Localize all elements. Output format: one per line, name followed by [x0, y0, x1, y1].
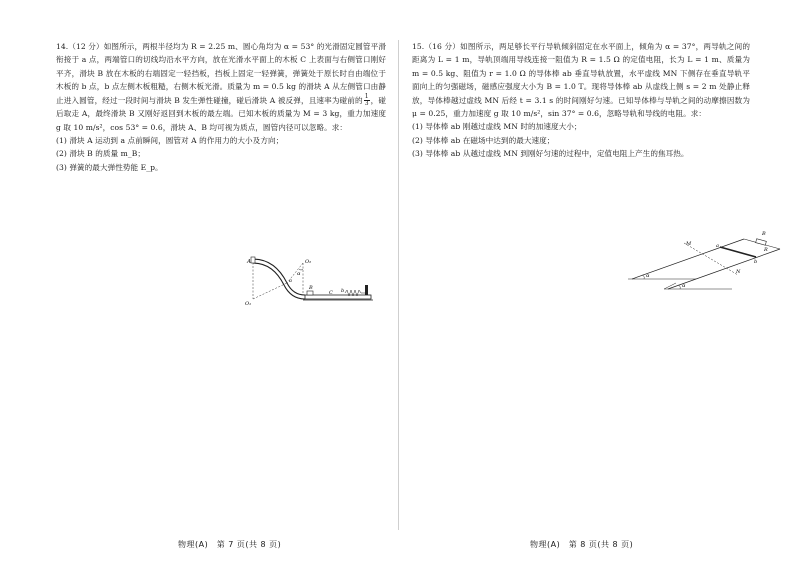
page-7-footer: 物理(A) 第 7 页(共 8 页): [178, 540, 282, 549]
page-8: [402, 0, 800, 579]
problem-14-question-2: (2) 滑块 B 的质量 m_B；: [56, 149, 145, 159]
problem-15-stem: 15.（16 分）如图所示，两足够长平行导轨倾斜固定在水平面上，倾角为 α = 37°，两导轨之间的距离为 L = 1 m，导轨顶端用导线连接一阻值为 R = 1.5 Ω 的定值电阻，长为 L = 1 m、质量为 m = 0.5 kg、阻值为 r = 1.0 Ω 的导体棒 ab 垂直导轨放置，水平虚线 MN 下侧存在垂直导轨平面向上的匀强磁场，磁感应强度大小为 B = 1.0 T。现将导体棒 ab 从虚线上侧 s = 2 m 处静止释放，导体棒越过虚线 MN 后经 t = 3.1 s 的时间刚好匀速。已知导体棒与导轨之间的动摩擦因数为 μ = 0.25，重力加速度 g 取 10 m/s²，sin 37° = 0.6，忽略导轨和导线的电阻。求：: [412, 42, 750, 119]
problem-14: [56, 40, 386, 174]
problem-14-question-1: (1) 滑块 A 运动到 a 点前瞬间，圆管对 A 的作用力的大小及方向；: [56, 135, 284, 145]
label-B: B: [309, 285, 313, 291]
page-8-footer: 物理(A) 第 8 页(共 8 页): [530, 540, 634, 549]
label-C: C: [329, 290, 333, 296]
problem-15-question-2: (2) 导体棒 ab 在磁场中达到的最大速度；: [412, 135, 555, 145]
page-7: [0, 0, 398, 579]
problem-15: [412, 40, 750, 161]
problem-14-question-3: (3) 弹簧的最大弹性势能 E_p。: [56, 162, 163, 172]
fraction-one-third: $\frac{1}{3}$: [364, 93, 369, 108]
label-M: M: [686, 241, 692, 247]
label-alpha: α: [297, 271, 301, 277]
label-N: N: [736, 269, 741, 275]
label-B-field: B: [762, 231, 766, 237]
label-alpha-1: α: [646, 273, 650, 279]
label-b: b: [341, 288, 345, 294]
page-divider: [398, 40, 399, 530]
label-b: b: [754, 259, 758, 265]
problem-15-figure: [624, 225, 782, 297]
problem-14-text-2: ，碰后取走 A，最终滑块 B 又刚好返回到木板的最左端。已知木板的质量为 M = 3 kg，重力加速度 g 取 10 m/s²，cos 53° = 0.6，滑块 A、B 均可视为质点，圆管内径可以忽略。求：: [56, 95, 386, 132]
problem-14-stem: [56, 40, 386, 134]
label-O2: O₂: [305, 259, 312, 265]
label-a: a: [716, 243, 719, 249]
problem-15-question-1: (1) 导体棒 ab 刚越过虚线 MN 时的加速度大小；: [412, 122, 582, 132]
label-alpha-2: α: [682, 283, 686, 289]
problem-15-question-3: (3) 导体棒 ab 从越过虚线 MN 到刚好匀速的过程中，定值电阻上产生的焦耳热。: [412, 149, 689, 159]
label-a: a: [289, 278, 292, 284]
problem-14-figure: [243, 255, 378, 307]
label-O1: O₁: [245, 301, 252, 307]
problem-14-text-1: 14.（12 分）如图所示，两根半径均为 R = 2.25 m、圆心角均为 α = 53° 的光滑固定圆管平滑衔接于 a 点，两端管口的切线均沿水平方向，放在光滑水平面上的木板 C 上表面与右侧管口刚好平齐，滑块 B 放在木板的右端固定一轻挡板，挡板上固定一轻弹簧，弹簧处于原长时自由端位于木板的 b 点，b 点左侧木板粗糙，右侧木板光滑。质量为 m = 0.5 kg 的滑块 A 从左侧管口由静止进入圆管，经过一段时间与滑块 B 发生弹性碰撞，碰后滑块 A 被反弹，且速率为碰前的: [56, 42, 386, 105]
label-A: A: [247, 259, 251, 265]
label-R: R: [764, 247, 768, 253]
